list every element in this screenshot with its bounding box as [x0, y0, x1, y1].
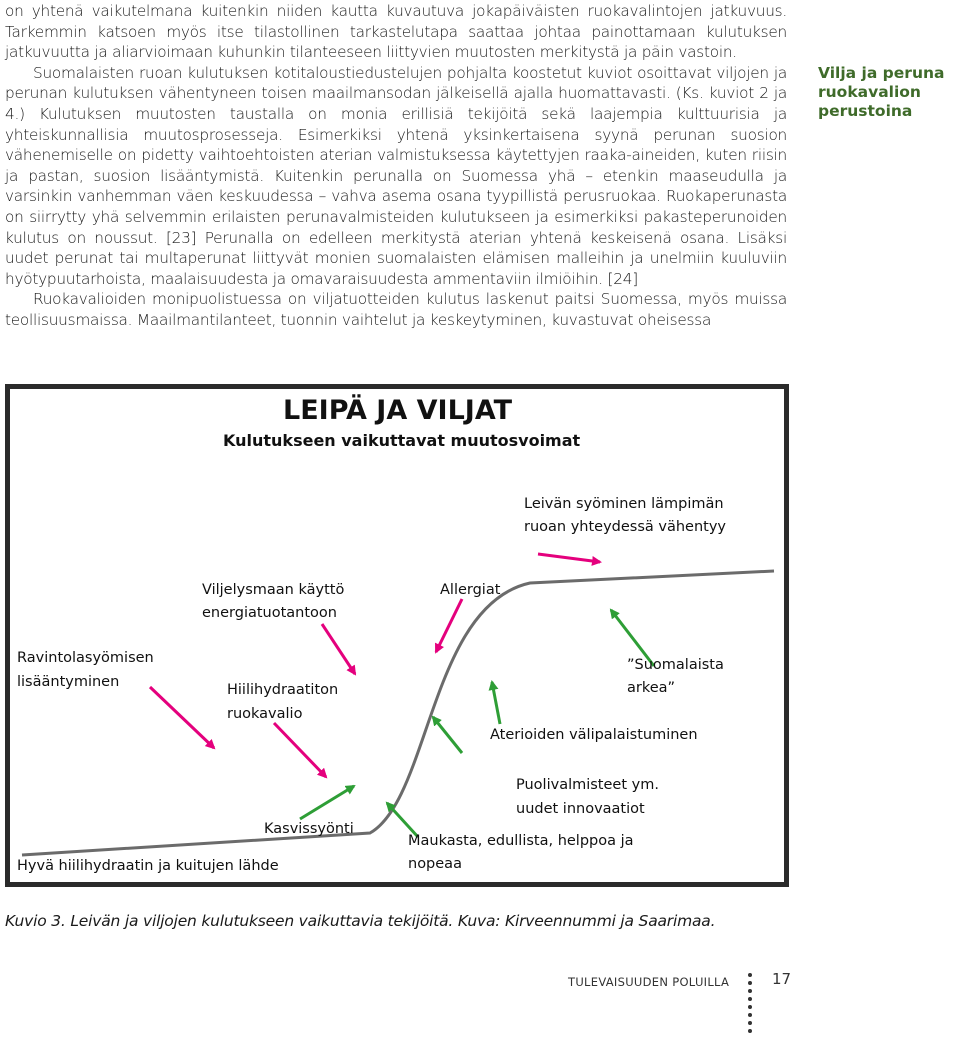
forces-diagram: [10, 389, 784, 882]
text-line: muissa teollisuusmaissa. Maailmantilanteet, tuonnin vaihtelut ja keskeytyminen, kuvastuvat oheisessa: [5, 290, 787, 329]
arrow-ravintolasyominen: [150, 687, 214, 748]
text-line: tyypillistä perusruokaa. Ruokaperunasta on siirrytty yhä selvemmin erilaisten perunavalmisteiden: [5, 187, 787, 226]
arrow-allergiat: [436, 599, 462, 652]
arrow-leivan-syominen: [538, 554, 600, 562]
label-hiilihydraatit-2: ruokavalio: [227, 706, 303, 722]
text-line: Ruokavalioiden monipuolistuessa on viljatuotteiden kulutus laskenut paitsi Suomessa, myös: [33, 290, 735, 309]
text-line: raaka-aineiden, kuten riisin ja pastan, suosion lisääntymistä. Kuitenkin perunalla on Suomessa: [5, 146, 788, 185]
arrow-puolivalmisteet: [433, 717, 462, 753]
label-viljelys-2: energiatuotantoon: [202, 605, 337, 621]
label-maukasta-1: Maukasta, edullista, helppoa ja: [408, 833, 634, 849]
text-line: kulttuurisia ja yhteiskunnallisia muutosprosesseja. Esimerkiksi yhtenä yksinkertaisena syynä: [5, 104, 787, 144]
figure-subtitle: Kulutukseen vaikuttavat muutosvoimat: [223, 431, 581, 450]
label-viljelys-1: Viljelysmaan käyttö: [202, 582, 345, 598]
figure-title: LEIPÄ JA VILJAT: [283, 395, 513, 426]
text-line: Suomalaisten ruoan kulutuksen kotitaloustiedustelujen pohjalta koostetut kuviot osoittavat: [33, 63, 717, 82]
label-aterioiden: Aterioiden välipalaistuminen: [490, 727, 698, 743]
arrow-kasvissyonti: [300, 786, 354, 819]
text-line: jatkuvuutta ja aliarvioimaan kuhunkin tilanteeseen liittyvien muutosten merkitystä ja päin vastoin.: [5, 43, 737, 62]
text-line: ja omavaraisuudesta ammentaviin ilmiöihin. [24]: [272, 269, 638, 288]
figure-frame: [5, 384, 789, 887]
label-ravintola-2: lisääntyminen: [17, 674, 120, 690]
label-puolivalmisteet-1: Puolivalmisteet ym.: [516, 777, 659, 793]
label-suomalaista-1: ”Suomalaista: [627, 657, 724, 673]
label-ravintola-1: Ravintolasyömisen: [17, 650, 154, 666]
paragraph-1: [5, 1, 787, 63]
arrow-maukasta: [387, 803, 418, 837]
text-line: yhä – etenkin maaseudulla ja varsinkin vanhemman väen keskuudessa – vahva asema osana: [5, 166, 787, 206]
body-text: [5, 1, 787, 331]
label-kasvissyonti: Kasvissyönti: [264, 821, 354, 837]
text-line: Tarkemmin katsoen myös itse tilastollinen tarkastelutapa saattaa johtaa painottamaan kulutuksen: [5, 22, 787, 41]
text-line: kulutukseen ja esimerkiksi pakasteperunoiden kulutus on noussut. [23] Perunalla on edelleen: [5, 207, 787, 247]
label-allergiat: Allergiat: [440, 582, 501, 598]
text-line: merkitystä aterian yhtenä keskeisenä osana. Lisäksi uudet perunat tai multaperunat liittyvät: [5, 228, 787, 268]
trend-curve: [22, 571, 774, 855]
text-line: (Ks. kuviot 2 ja 4.) Kulutuksen muutosten taustalla on monia erillisiä tekijöitä sekä laajempia: [5, 84, 787, 123]
dotted-divider: [746, 973, 756, 1037]
label-puolivalmisteet-2: uudet innovaatiot: [516, 801, 645, 817]
text-line: viljojen ja perunan kulutuksen vähentyneen toisen maailmansodan jälkeisellä ajalla huomattavasti.: [5, 63, 788, 103]
page-number: 17: [772, 970, 792, 988]
running-footer: TULEVAISUUDEN POLUILLA: [568, 975, 730, 989]
figure-panel: [10, 389, 784, 882]
arrow-hiilihydraatiton: [274, 723, 326, 777]
paragraph-3: [5, 289, 787, 330]
label-leivan-2: ruoan yhteydessä vähentyy: [524, 519, 727, 535]
paragraph-2: [5, 63, 787, 290]
label-hyva: Hyvä hiilihydraatin ja kuitujen lähde: [17, 858, 279, 874]
arrow-viljelysmaa: [322, 624, 355, 674]
figure-caption: Kuvio 3. Leivän ja viljojen kulutukseen vaikuttavia tekijöitä. Kuva: Kirveennummi ja Saarimaa.: [5, 912, 716, 930]
text-line: on yhtenä vaikutelmana kuitenkin niiden kautta kuvautuva jokapäiväisten ruokavalintojen jatkuvuus.: [5, 2, 787, 20]
label-maukasta-2: nopeaa: [408, 856, 462, 872]
text-line: perunan suosion vähenemiselle on pidetty vaihtoehtoisten aterian valmistuksessa käytettyjen: [5, 125, 787, 165]
margin-heading: Vilja ja peruna ruokavalion perustoina: [818, 64, 945, 120]
text-line: monien suomalaisten elämisen malleihin ja unelmiin kuuluviin hyötypuutarhoista, maalaisuudesta: [5, 249, 788, 288]
label-suomalaista-2: arkea”: [627, 680, 676, 696]
label-hiilihydraatit-1: Hiilihydraatiton: [227, 682, 339, 698]
arrow-aterioiden: [492, 682, 500, 724]
label-leivan-1: Leivän syöminen lämpimän: [524, 496, 724, 512]
